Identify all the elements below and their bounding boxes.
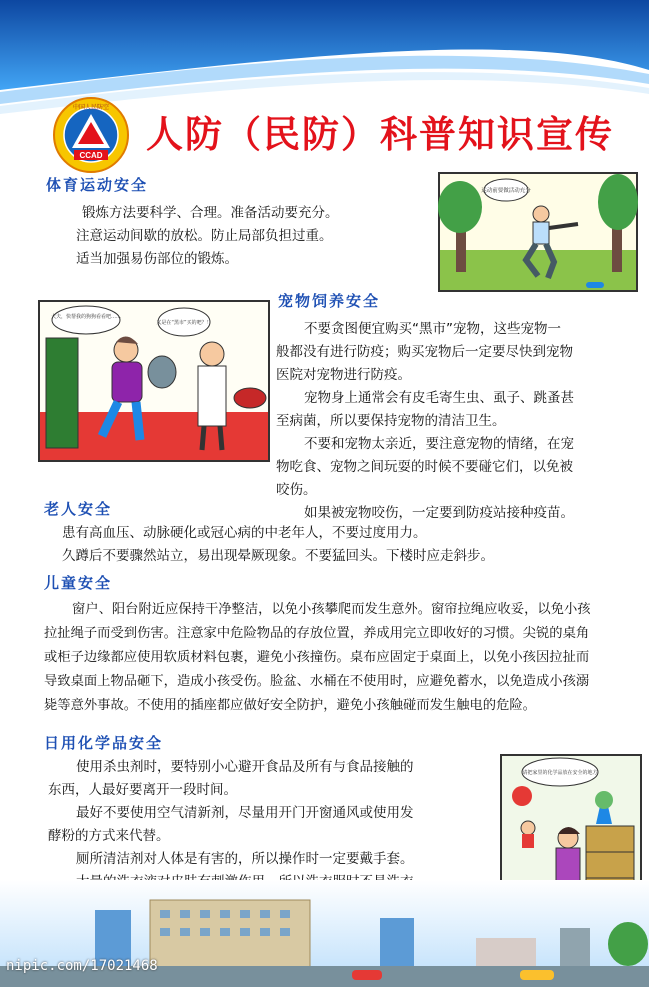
pet-clinic-illustration bbox=[38, 300, 270, 462]
elderly-text: 患有高血压、动脉硬化或冠心病的中老年人，不要过度用力。 久蹲后不要骤然站立，易出现晕厥现象。不要猛回头。下楼时应走斜步。 bbox=[62, 525, 494, 564]
page-title: 人防（民防）科普知识宣传 bbox=[146, 112, 614, 156]
pets-text: 不要贪图便宜购买“黑市”宠物，这些宠物一 般都没有进行防疫；购买宠物后一定要尽快到宠物 医院对宠物进行防疫。 宠物身上通常会有皮毛寄生虫、虱子、跳蚤甚 至病菌，所以要保持宠物的清洁卫生。 不要和宠物太亲近，要注意宠物的情绪，在宠 物吃食、宠物之间玩耍的时候不要碰它们，以免被 咬伤。 如果被宠物咬伤，一定要到防疫站接种疫苗。 bbox=[276, 321, 574, 521]
heading-elderly: 老人安全 bbox=[44, 500, 113, 518]
heading-sports: 体育运动安全 bbox=[46, 176, 149, 194]
exercise-illustration bbox=[438, 172, 638, 292]
svg-text:请把家里的化学品放在安全的地方: 请把家里的化学品放在安全的地方 bbox=[522, 770, 598, 776]
watermark: nipic.com/17021468 bbox=[6, 958, 158, 974]
heading-children: 儿童安全 bbox=[44, 574, 113, 592]
svg-text:大夫，快帮我的狗狗看看吧……: 大夫，快帮我的狗狗看看吧…… bbox=[50, 314, 122, 320]
ccad-logo bbox=[52, 96, 130, 174]
sports-text: 锻炼方法要科学、合理。准备活动要充分。 注意运动间歇的放松。防止局部负担过重。 适当加强易伤部位的锻炼。 bbox=[76, 205, 339, 267]
svg-text:CCAD: CCAD bbox=[79, 151, 103, 160]
heading-pets: 宠物饲养安全 bbox=[278, 292, 381, 310]
heading-chemicals: 日用化学品安全 bbox=[44, 734, 164, 752]
svg-text:中国人民防空: 中国人民防空 bbox=[72, 104, 110, 111]
chemicals-text: 使用杀虫剂时，要特别小心避开食品及所有与食品接触的 东西，人最好要离开一段时间。 最好不要使用空气清新剂，尽量用开门开窗通风或使用发 酵粉的方式来代替。 厕所清洁剂对人体是有害的，所以操作时一定要戴手套。 bbox=[48, 759, 414, 867]
svg-text:运动前要做活动充分: 运动前要做活动充分 bbox=[481, 188, 531, 194]
svg-text:又是在“黑市”买的吧？！: 又是在“黑市”买的吧？！ bbox=[156, 320, 212, 326]
children-text: 窗户、阳台附近应保持干净整洁，以免小孩攀爬而发生意外。窗帘拉绳应收妥，以免小孩 拉扯绳子而受到伤害。注意家中危险物品的存放位置，养成用完立即收好的习惯。尖锐的桌角 或柜子边缘都应使用软质材料包裹，避免小孩撞伤。桌布应固定于桌面上，以免小孩因拉扯而 导致桌面上物品砸下，造成小孩受伤。脸盆、水桶在不使用时，应避免蓄水，以免造成小孩溺 毙等意外事故。不使用的插座都应做好安全防护，避免小孩触碰而发生触电的危险。 bbox=[44, 602, 591, 713]
